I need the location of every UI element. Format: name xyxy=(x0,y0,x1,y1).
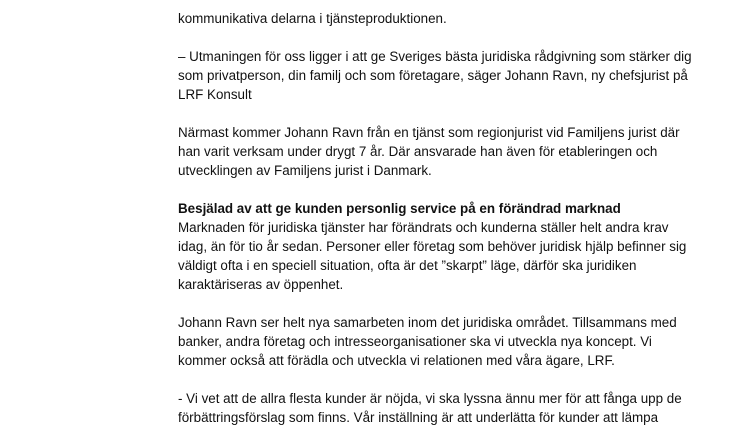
text-line: - Vi vet att de allra flesta kunder är nöjda, vi ska lyssna ännu mer för att fånga upp de xyxy=(178,391,682,406)
paragraph-market xyxy=(178,218,718,294)
text-line: utvecklingen av Familjens jurist i Danmark. xyxy=(178,163,432,178)
text-line: Närmast kommer Johann Ravn från en tjänst som regionjurist vid Familjens jurist där xyxy=(178,125,680,140)
text-line: som privatperson, din familj och som företagare, säger Johann Ravn, ny chefsjurist på xyxy=(178,68,688,83)
text-line: banker, andra företag och intresseorganisationer ska vi utveckla nya koncept. Vi xyxy=(178,334,652,349)
paragraph-collaboration xyxy=(178,313,718,370)
paragraph-customers xyxy=(178,389,718,427)
document-body xyxy=(178,0,718,446)
section-heading: Besjälad av att ge kunden personlig service på en förändrad marknad xyxy=(178,201,621,216)
text-line: idag, än för tio år sedan. Personer eller företag som behöver juridisk hjälp befinner sig xyxy=(178,239,687,254)
text-line xyxy=(178,0,718,9)
paragraph-background xyxy=(178,123,718,180)
text-line: Marknaden för juridiska tjänster har förändrats och kunderna ställer helt andra krav xyxy=(178,220,669,235)
text-line: förbättringsförslag som finns. Vår inställning är att underlätta för kunder att lämpa xyxy=(178,410,659,425)
text-line: Johann Ravn ser helt nya samarbeten inom det juridiska området. Tillsammans med xyxy=(178,315,677,330)
paragraph-quote xyxy=(178,47,718,104)
text-line: LRF Konsult xyxy=(178,87,252,102)
paragraph-intro-tail xyxy=(178,0,718,28)
text-line: – Utmaningen för oss ligger i att ge Sveriges bästa juridiska rådgivning som stärker dig xyxy=(178,49,692,64)
text-line: han varit verksam under drygt 7 år. Där ansvarade han även för etableringen och xyxy=(178,144,658,159)
text-line: väldigt ofta i en speciell situation, ofta är det ”skarpt” läge, därför ska juridiken xyxy=(178,258,637,273)
text-line: karaktäriseras av öppenhet. xyxy=(178,277,344,292)
section-market xyxy=(178,199,718,294)
text-line: kommunikativa delarna i tjänsteproduktionen. xyxy=(178,11,447,26)
text-line: kommer också att förädla och utveckla vi relationen med våra ägare, LRF. xyxy=(178,353,615,368)
